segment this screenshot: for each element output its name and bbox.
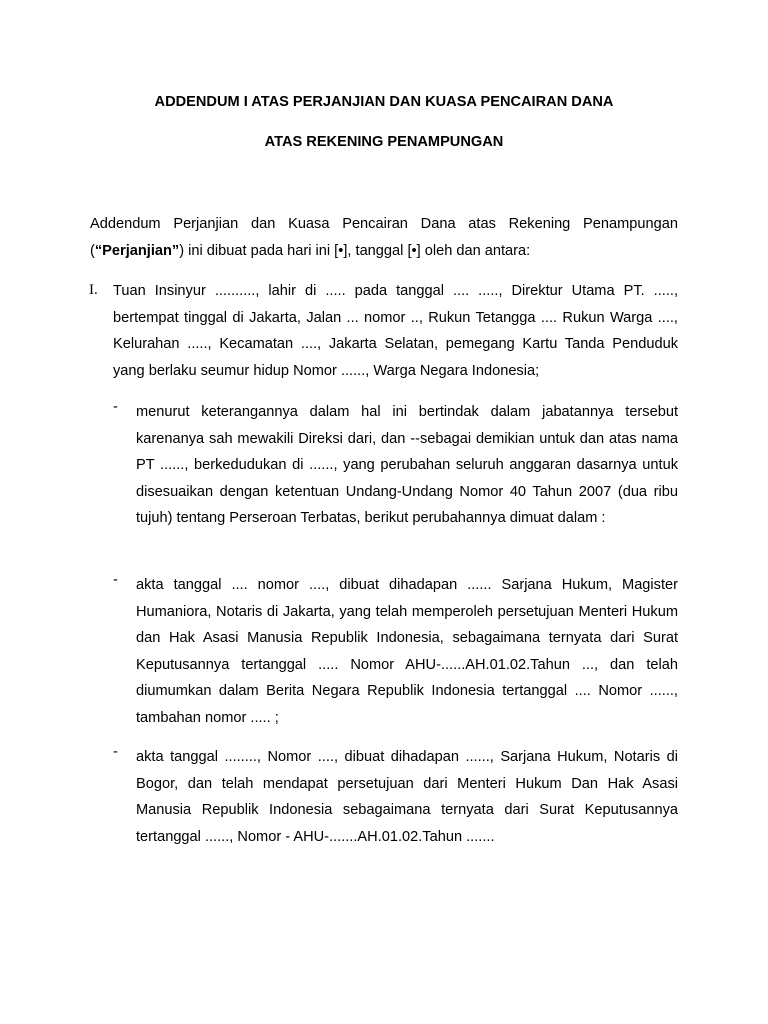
- document-title-line-1: ADDENDUM I ATAS PERJANJIAN DAN KUASA PENCAIRAN DANA: [154, 94, 614, 110]
- document-title-line-2: ATAS REKENING PENAMPUNGAN: [264, 134, 504, 150]
- intro-text-end: ) ini dibuat pada hari ini [•], tanggal [•] oleh dan antara:: [179, 242, 531, 259]
- intro-defined-term: “Perjanjian”: [94, 242, 180, 259]
- bullet-paragraph: akta tanggal .... nomor ...., dibuat dihadapan ...... Sarjana Hukum, Magister Humaniora, Notaris di Jakarta, yang telah memperoleh persetujuan Menteri Hukum dan Hak Asasi Manusia Republik Indonesia, sebagaimana ternyata dari Surat Keputusannya tertanggal ..... Nomor AHU-......AH.01.02.Tahun ..., dan telah diumumkan dalam Berita Negara Republik Indonesia tertanggal .... Nomor ......, tambahan nomor ..... ;: [136, 577, 678, 726]
- intro-text-start: Addendum Perjanjian dan Kuasa Pencairan Dana atas Rekening Penampungan (: [90, 216, 678, 259]
- bullet-dash: -: [113, 572, 118, 588]
- bullet-paragraph: menurut keterangannya dalam hal ini bertindak dalam jabatannya tersebut karenanya sah mewakili Direksi dari, dan --sebagai demikian untuk dan atas nama PT ......, berkedudukan di ......, yang perubahan seluruh anggaran dasarnya untuk disesuaikan dengan ketentuan Undang-Undang Nomor 40 Tahun 2007 (dua ribu tujuh) tentang Perseroan Terbatas, berikut perubahannya dimuat dalam :: [136, 404, 678, 526]
- intro-paragraph: [90, 211, 678, 264]
- bullet-dash: -: [113, 399, 118, 415]
- bullet-dash: -: [113, 744, 118, 760]
- bullet-paragraph: akta tanggal ........, Nomor ...., dibuat dihadapan ......, Sarjana Hukum, Notaris di Bogor, dan telah mendapat persetujuan dari Menteri Hukum Dan Hak Asasi Manusia Republik Indonesia sebagaimana ternyata dari Surat Keputusannya tertanggal ......, Nomor - AHU-.......AH.01.02.Tahun .......: [136, 749, 678, 845]
- section-paragraph: Tuan Insinyur .........., lahir di ..... pada tanggal .... ....., Direktur Utama PT. ....., bertempat tinggal di Jakarta, Jalan ... nomor .., Rukun Tetangga .... Rukun Warga ...., Kelurahan ....., Kecamatan ...., Jakarta Selatan, pemegang Kartu Tanda Penduduk yang berlaku seumur hidup Nomor ......, Warga Negara Indonesia;: [113, 283, 678, 379]
- section-number: I.: [89, 282, 98, 298]
